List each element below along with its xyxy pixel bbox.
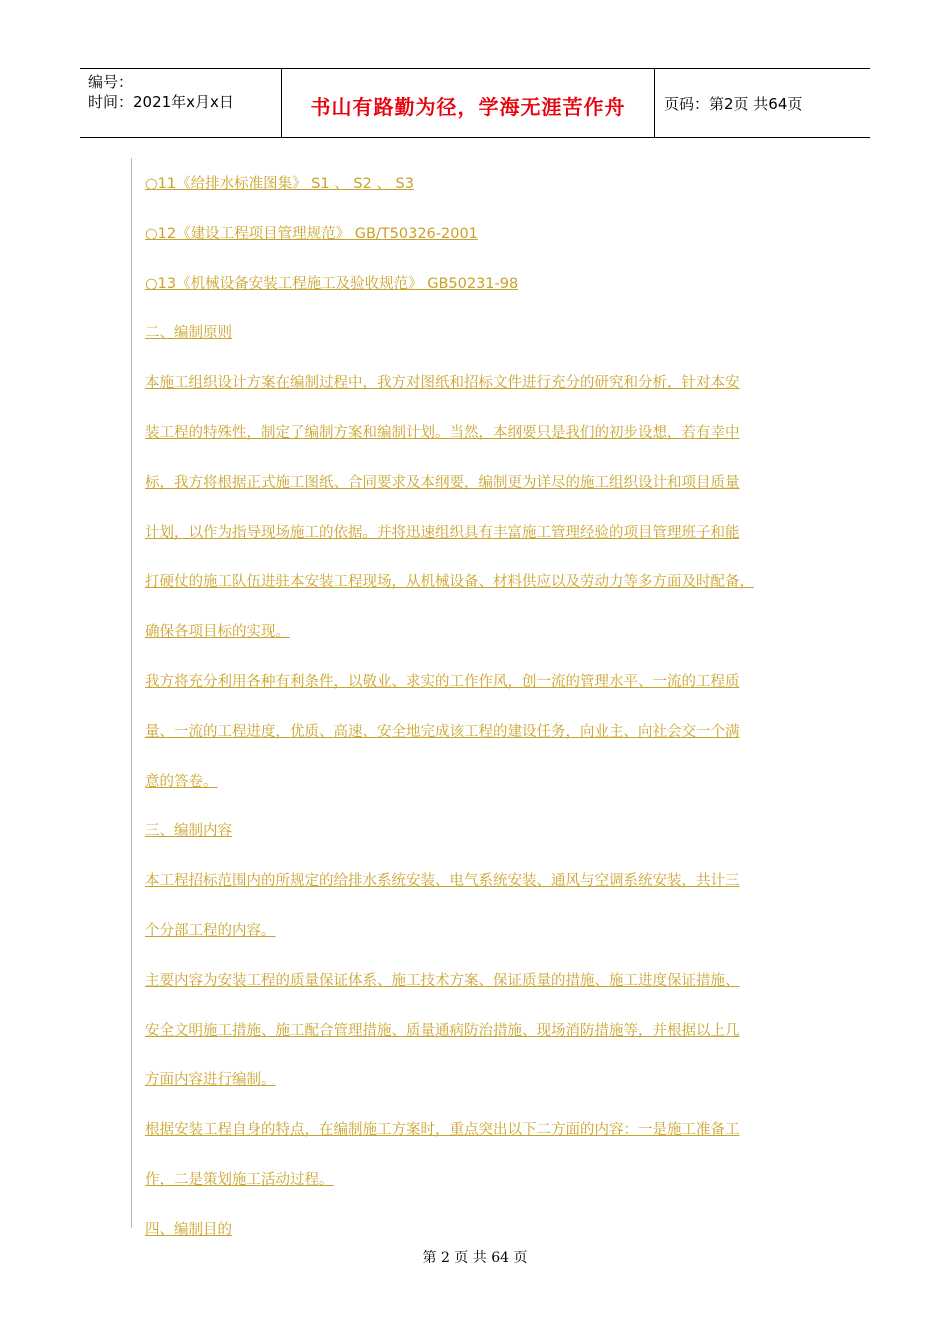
reference-line[interactable]: ○11《给排水标准图集》 S1 、 S2 、 S3 [145, 176, 414, 192]
text-line[interactable]: 量、一流的工程进度，优质、高速、安全地完成该工程的建设任务，向业主、向社会交一个满 [145, 723, 740, 740]
section-heading[interactable]: 二、编制原则 [145, 325, 232, 342]
text-line[interactable]: 计划，以作为指导现场施工的依据。并将迅速组织具有丰富施工管理经验的项目管理班子和能 [145, 524, 740, 541]
text-line[interactable]: 作，二是策划施工活动过程。 [145, 1171, 334, 1188]
text-line[interactable]: 我方将充分利用各种有利条件，以敬业、求实的工作作风，创一流的管理水平、一流的工程质 [145, 673, 740, 690]
header-meta [80, 69, 280, 137]
section-heading[interactable]: 三、编制内容 [145, 823, 232, 840]
section-heading[interactable]: 四、编制目的 [145, 1221, 232, 1238]
page-header [80, 68, 870, 138]
header-motto-cell [281, 69, 655, 137]
document-body [145, 160, 825, 1256]
header-page-info: 页码：第2页 共64页 [664, 95, 803, 113]
text-line[interactable]: 根据安装工程自身的特点，在编制施工方案时，重点突出以下二方面的内容：一是施工准备工 [145, 1122, 740, 1139]
text-line[interactable]: 本施工组织设计方案在编制过程中，我方对图纸和招标文件进行充分的研究和分析，针对本安 [145, 375, 740, 392]
reference-line[interactable]: ○12《建设工程项目管理规范》 GB/T50326-2001 [145, 225, 478, 242]
header-motto: 书山有路勤为径，学海无涯苦作舟 [310, 95, 626, 119]
text-line[interactable]: 安全文明施工措施、施工配合管理措施、质量通病防治措施、现场消防措施等，并根据以上几 [145, 1022, 740, 1039]
text-line[interactable]: 本工程招标范围内的所规定的给排水系统安装、电气系统安装、通风与空调系统安装，共计三 [145, 873, 740, 890]
margin-rule [131, 158, 132, 1228]
text-line[interactable]: 标，我方将根据正式施工图纸、合同要求及本纲要，编制更为详尽的施工组织设计和项目质量 [145, 474, 740, 491]
document-time-label: 时间：2021年x月x日 [88, 93, 234, 111]
text-line[interactable]: 方面内容进行编制。 [145, 1072, 276, 1089]
text-line[interactable]: 主要内容为安装工程的质量保证体系、施工技术方案、保证质量的措施、施工进度保证措施、 [145, 972, 740, 989]
text-line[interactable]: 个分部工程的内容。 [145, 922, 276, 939]
text-line[interactable]: 确保各项目标的实现。 [145, 624, 290, 641]
page-footer: 第 2 页 共 64 页 [422, 1250, 528, 1266]
document-number-label: 编号： [88, 73, 134, 91]
header-page-cell [654, 69, 870, 137]
text-line[interactable]: 装工程的特殊性，制定了编制方案和编制计划。当然，本纲要只是我们的初步设想，若有幸中 [145, 424, 740, 441]
reference-line[interactable]: ○13《机械设备安装工程施工及验收规范》 GB50231-98 [145, 275, 519, 292]
text-line[interactable]: 意的答卷。 [145, 773, 218, 790]
text-line[interactable]: 打硬仗的施工队伍进驻本安装工程现场，从机械设备、材料供应以及劳动力等多方面及时配备， [145, 574, 754, 591]
